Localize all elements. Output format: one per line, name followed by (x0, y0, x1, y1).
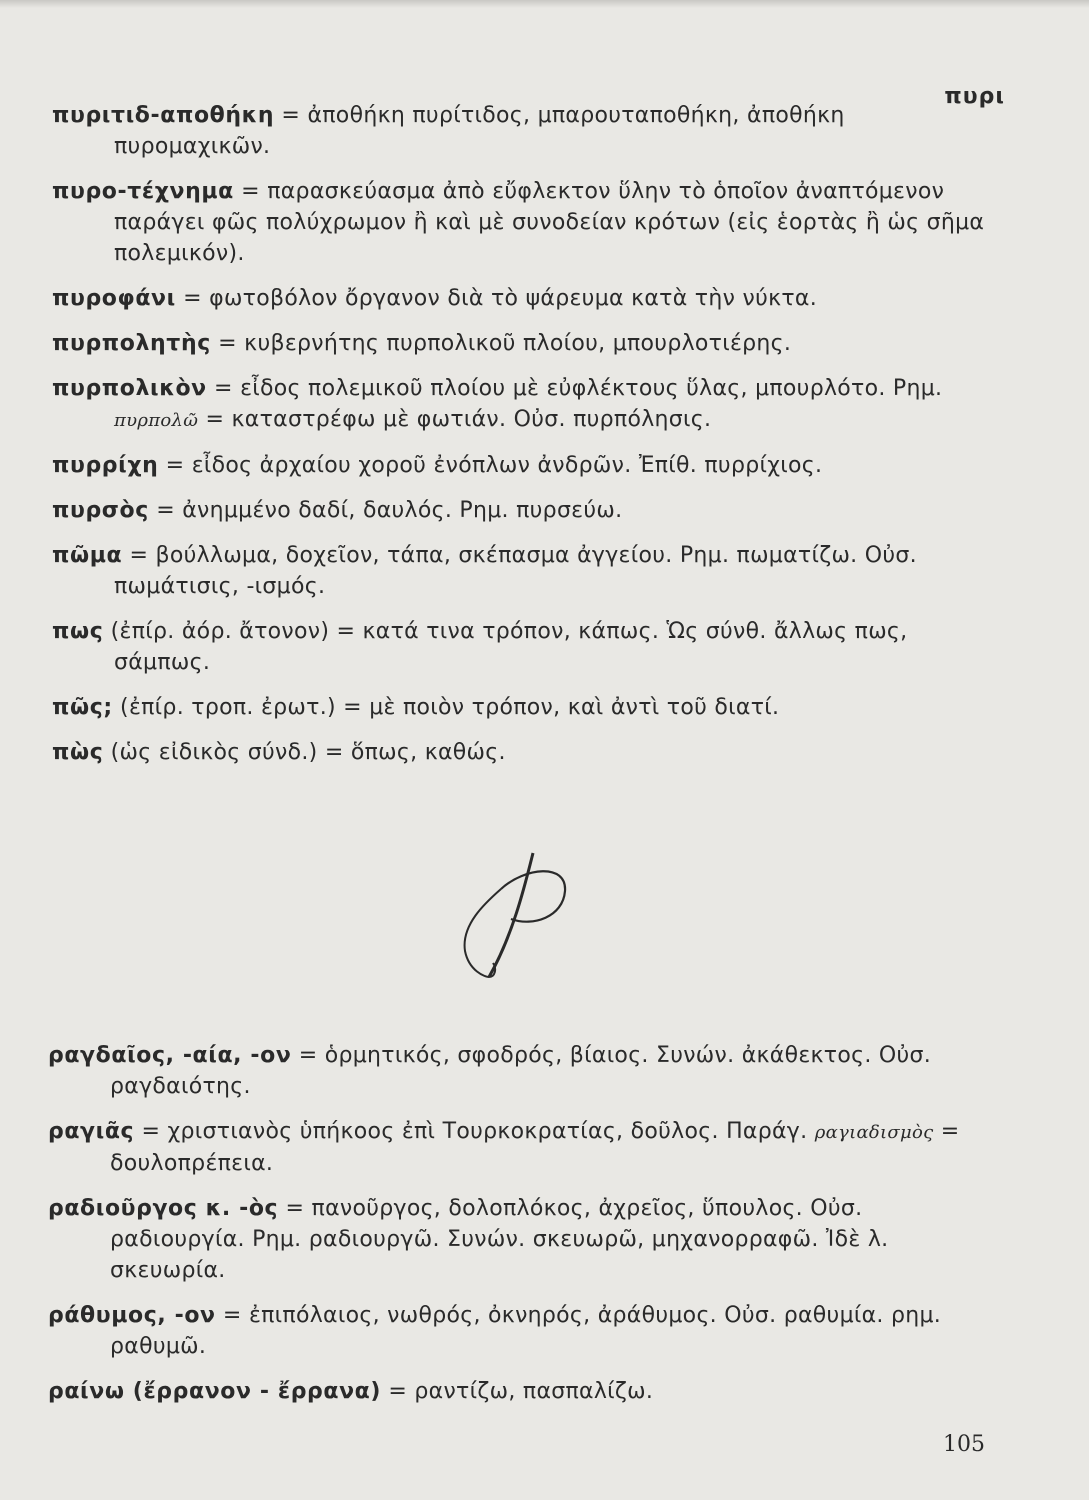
entries-p-section (52, 100, 1002, 782)
dictionary-entry (52, 495, 1002, 526)
dictionary-entry (52, 100, 1002, 162)
entry-definition: = παρασκεύασμα ἀπὸ εὔφλεκτον ὕλην τὸ ὁποῖον ἀναπτόμενον παράγει φῶς πολύχρωμον ἢ καὶ μὲ συνοδείαν κρότων (εἰς ἑορτὰς ἢ ὡς σῆμα πολεμικόν). (114, 179, 985, 266)
entry-definition: = εἶδος πολεμικοῦ πλοίου μὲ εὐφλέκτους ὕλας, μπουρλότο. Ρημ. (206, 376, 943, 401)
entry-definition: (ἐπίρ. ἀόρ. ἄτονον) = κατά τινα τρόπον, κάπως. Ὡς σύνθ. ἄλλως πως, σάμπως. (103, 619, 908, 675)
entry-definition: = πανοῦργος, δολοπλόκος, ἀχρεῖος, ὕπουλος. Οὐσ. ραδιουργία. Ρημ. ραδιουργῶ. Συνών. σκευωρῶ, μηχανορραφῶ. Ἰδὲ λ. σκευωρία. (110, 1196, 889, 1283)
entry-headword: πυροφάνι (52, 286, 176, 311)
dictionary-entry (52, 373, 1002, 436)
running-head: πυρι (944, 84, 1005, 109)
entry-italic-term: ραγιαδισμὸς (814, 1122, 934, 1143)
entry-headword: πὼς (52, 740, 104, 765)
page-top-edge (0, 0, 1089, 8)
entry-definition: (ἐπίρ. τροπ. ἐρωτ.) = μὲ ποιὸν τρόπον, καὶ ἀντὶ τοῦ διατί. (112, 695, 780, 720)
dictionary-entry (48, 1040, 998, 1102)
dictionary-entry (48, 1300, 998, 1362)
entry-definition: = ἐπιπόλαιος, νωθρός, ὀκνηρός, ἀράθυμος. Οὐσ. ραθυμία. ρημ. ραθυμῶ. (110, 1303, 942, 1359)
dictionary-entry (52, 692, 1002, 723)
entry-headword: πυρπολικὸν (52, 376, 207, 401)
dictionary-entry (52, 540, 1002, 602)
section-initial-letter (455, 845, 575, 985)
entry-headword: πυρο-τέχνημα (52, 179, 234, 204)
dictionary-entry (48, 1376, 998, 1407)
page-number: 105 (943, 1432, 985, 1457)
entry-headword: πυριτιδ-αποθήκη (52, 103, 275, 128)
entry-definition: = κυβερνήτης πυρπολικοῦ πλοίου, μπουρλοτιέρης. (210, 331, 792, 356)
dictionary-entry (52, 176, 1002, 269)
entry-italic-term: πυρπολῶ (114, 410, 199, 431)
dictionary-entry (48, 1193, 998, 1286)
entry-definition: = ἀνημμένο δαδί, δαυλός. Ρημ. πυρσεύω. (148, 498, 623, 523)
entry-headword: ραδιοῦργος κ. -ὸς (48, 1196, 279, 1221)
entry-definition-cont: = δουλοπρέπεια. (110, 1119, 960, 1176)
entry-definition: = ραντίζω, πασπαλίζω. (381, 1379, 654, 1404)
entry-definition: = εἶδος ἀρχαίου χοροῦ ἐνόπλων ἀνδρῶν. Ἐπίθ. πυρρίχιος. (158, 453, 823, 478)
entry-headword: ραγιᾶς (48, 1119, 135, 1144)
entry-headword: πως (52, 619, 104, 644)
entries-r-section (48, 1040, 998, 1421)
entry-definition: = ἀποθήκη πυρίτιδος, μπαρουταποθήκη, ἀποθήκη πυρομαχικῶν. (114, 103, 845, 159)
entry-headword: πυρπολητὴς (52, 331, 211, 356)
dictionary-entry (52, 283, 1002, 314)
dictionary-entry (52, 328, 1002, 359)
entry-headword: πυρσὸς (52, 498, 149, 523)
dictionary-entry (52, 616, 1002, 678)
entry-definition: = χριστιανὸς ὑπήκοος ἐπὶ Τουρκοκρατίας, δοῦλος. Παράγ. (134, 1119, 815, 1144)
entry-definition: (ὡς εἰδικὸς σύνδ.) = ὅπως, καθώς. (103, 740, 506, 765)
entry-headword: πῶμα (52, 543, 123, 568)
dictionary-entry (52, 737, 1002, 768)
entry-definition: = φωτοβόλον ὄργανον διὰ τὸ ψάρευμα κατὰ τὴν νύκτα. (175, 286, 818, 311)
entry-definition: = βούλλωμα, δοχεῖον, τάπα, σκέπασμα ἀγγείου. Ρημ. πωματίζω. Οὐσ. πωμάτισις, -ισμός. (114, 543, 917, 599)
entry-headword: ραγδαῖος, -αία, -ον (48, 1043, 292, 1068)
entry-headword: πυρρίχη (52, 453, 159, 478)
entry-definition: = ὁρμητικός, σφοδρός, βίαιος. Συνών. ἀκάθεκτος. Οὐσ. ραγδαιότης. (110, 1043, 932, 1099)
entry-headword: πῶς; (52, 695, 113, 720)
entry-definition-cont: = καταστρέφω μὲ φωτιάν. Οὐσ. πυρπόλησις. (198, 407, 712, 432)
dictionary-entry (48, 1116, 998, 1179)
entry-headword: ραίνω (ἔρρανον - ἔρρανα) (48, 1379, 382, 1404)
entry-headword: ράθυμος, -ον (48, 1303, 216, 1328)
dictionary-entry (52, 450, 1002, 481)
